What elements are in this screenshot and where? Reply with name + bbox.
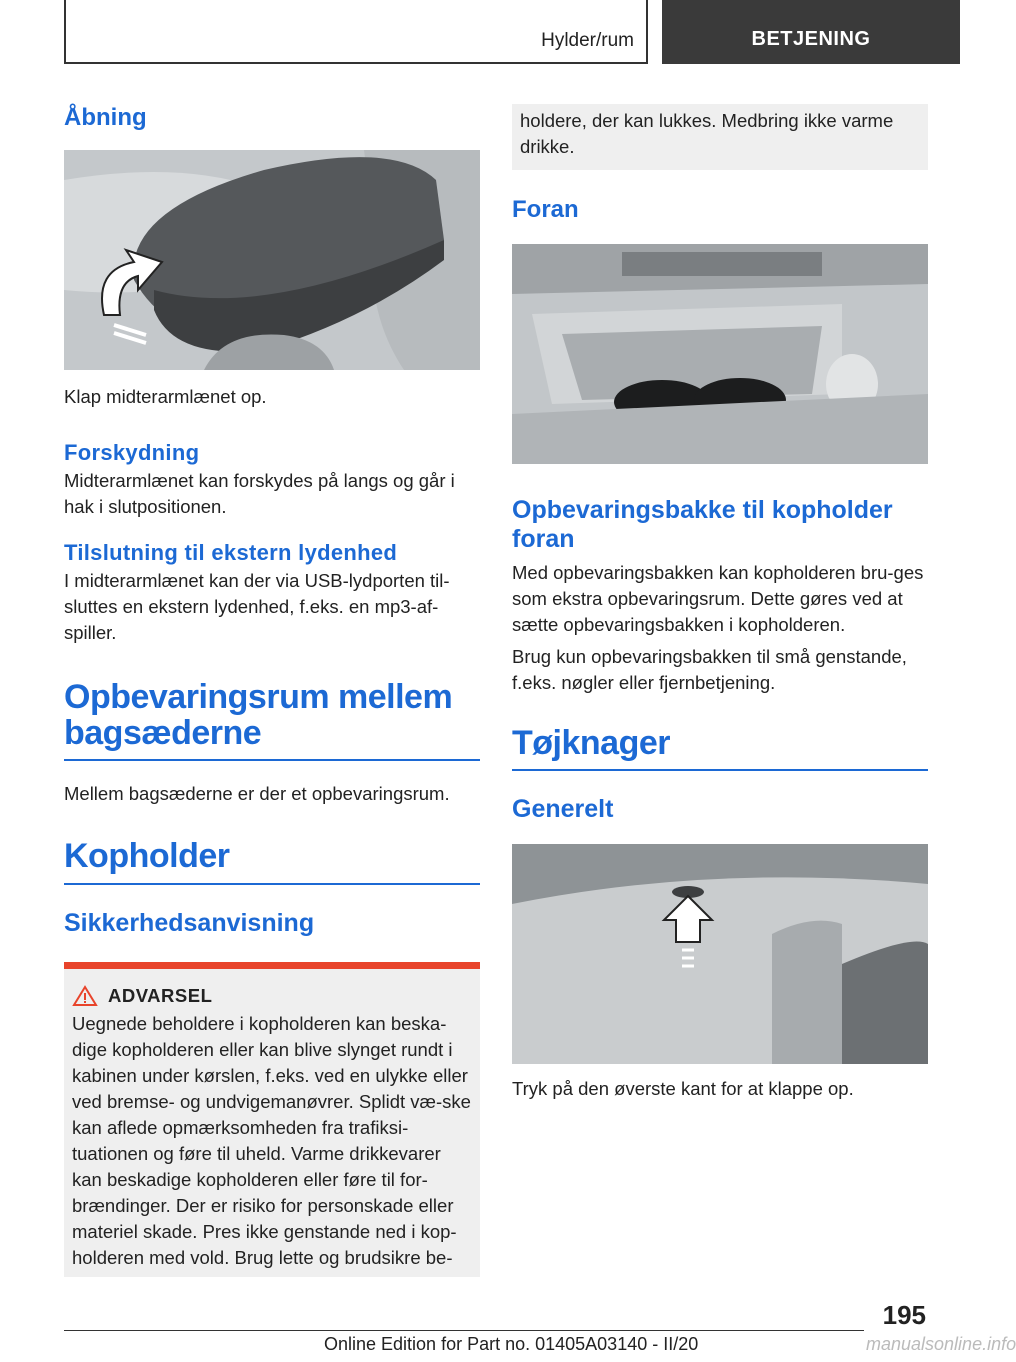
text-opbevaringsbakke-1: Med opbevaringsbakken kan kopholderen bru-ges som ekstra opbevaringsrum. Dette gøres ved at sætte opbevaringsbakken i kopholderen.: [512, 561, 924, 635]
right-column: [512, 104, 928, 1102]
header-chapter-tab: BETJENING: [662, 0, 960, 64]
caption-coat-hook: Tryk på den øverste kant for at klappe op.: [512, 1078, 854, 1100]
warning-box-continued: [512, 104, 928, 170]
footer-watermark-logo: manualsonline.info: [866, 1334, 1016, 1354]
heading-generelt: Generelt: [512, 795, 614, 824]
armrest-image: [64, 150, 480, 370]
cupholder-illustration: [512, 244, 928, 464]
warning-box: [64, 962, 480, 1277]
text-forskydning: Midterarmlænet kan forskydes på langs og går i hak i slutpositionen.: [64, 470, 455, 517]
coat-hook-illustration: [512, 844, 928, 1064]
footer-divider: [64, 1330, 864, 1331]
header-left-frame: [64, 0, 648, 64]
text-tilslutning: I midterarmlænet kan der via USB-lydporten til-sluttes en ekstern lydenhed, f.eks. en mp3-af-spiller.: [64, 570, 450, 643]
cupholder-image: [512, 244, 928, 464]
warning-continued-text: holdere, der kan lukkes. Medbring ikke varme drikke.: [520, 110, 894, 157]
caption-armrest: Klap midterarmlænet op.: [64, 386, 267, 407]
heading-opbevaringsbakke: Opbevaringsbakke til kopholder foran: [512, 496, 893, 553]
heading-aabning: Åbning: [64, 104, 147, 131]
heading-opbevaringsrum: Opbevaringsrum mellem bagsæderne: [64, 680, 480, 761]
warning-title: ADVARSEL: [108, 985, 213, 1007]
text-opbevaringsrum: Mellem bagsæderne er der et opbevaringsrum.: [64, 783, 450, 805]
footer-edition: Online Edition for Part no. 01405A03140 - II/20: [324, 1334, 699, 1354]
heading-forskydning: Forskydning: [64, 440, 200, 465]
heading-kopholder: Kopholder: [64, 839, 480, 885]
coat-hook-image: [512, 844, 928, 1064]
warning-text: Uegnede beholdere i kopholderen kan beska-dige kopholderen eller kan blive slynget rundt i kabinen under kørslen, f.eks. ved en ulykke eller ved bremse- og undvigemanøvrer. Splidt væ-ske kan aflede opmærksomheden fra trafiksi-tuationen og føre til uheld. Varme drikkevarer kan beskadige kopholderen eller føre til for-brændinger. Der er risiko for personskade eller materiel skade. Pres ikke genstande ned i kop-holderen med vold. Brug lette og brudsikre be-: [72, 1013, 471, 1269]
warning-triangle-icon: [72, 985, 98, 1007]
warning-title-row: [72, 985, 472, 1007]
armrest-illustration: [64, 150, 480, 370]
heading-sikkerhed: Sikkerhedsanvisning: [64, 909, 315, 938]
heading-tojknager: Tøjknager: [512, 726, 928, 772]
page-number: 195: [882, 1300, 926, 1330]
text-opbevaringsbakke-2: Brug kun opbevaringsbakken til små genstande, f.eks. nøgler eller fjernbetjening.: [512, 645, 907, 693]
left-column: [64, 96, 480, 1277]
heading-foran: Foran: [512, 196, 579, 223]
header-section-title: Hylder/rum: [541, 30, 634, 51]
heading-tilslutning: Tilslutning til ekstern lydenhed: [64, 540, 398, 565]
